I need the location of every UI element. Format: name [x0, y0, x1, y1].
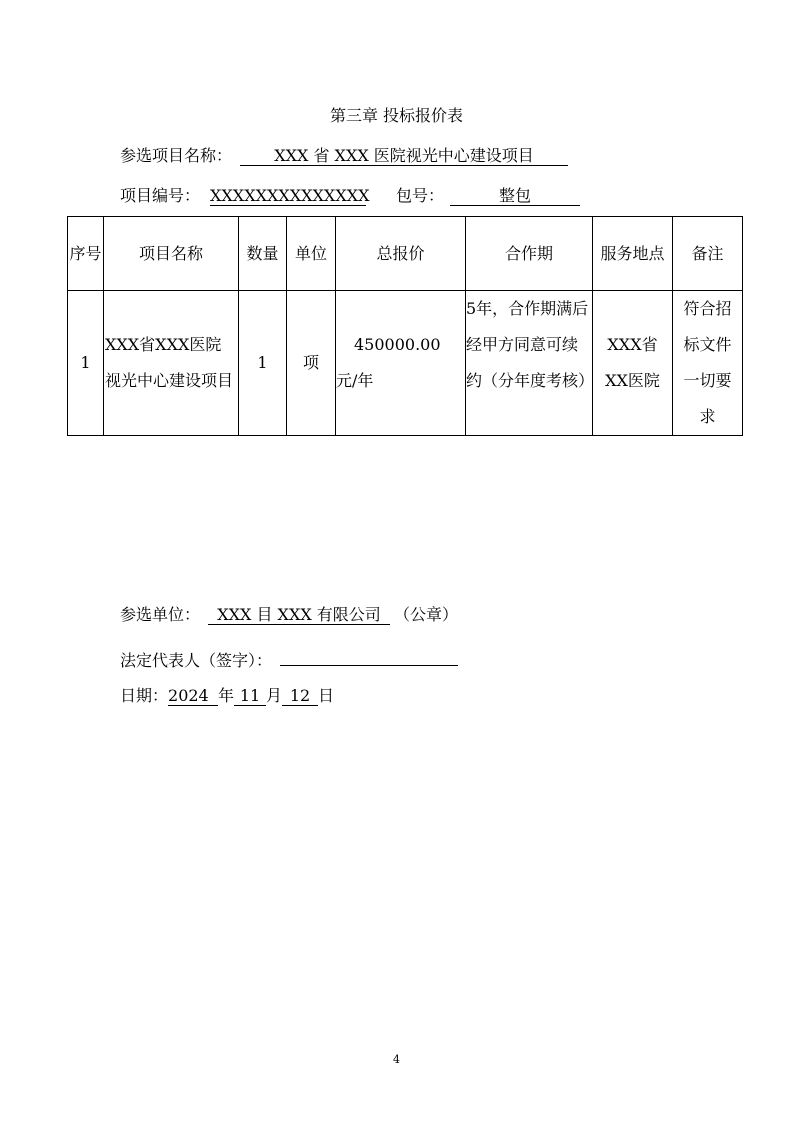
quote-table	[67, 216, 743, 436]
date-label: 日期：	[120, 686, 169, 705]
bidder-suffix: （公章）	[394, 605, 459, 624]
header-cell: 合作期	[466, 217, 593, 291]
project-no-label: 项目编号：	[120, 186, 201, 205]
table-row	[68, 291, 743, 436]
project-no-line	[120, 186, 580, 206]
project-name-value: XXX 省 XXX 医院视光中心建设项目	[240, 146, 568, 166]
header-cell: 项目名称	[104, 217, 239, 291]
signature-field	[280, 646, 458, 666]
date-month-unit: 月	[266, 686, 283, 705]
representative-label: 法定代表人（签字）：	[120, 651, 273, 670]
cell-project-name: XXX省XXX医院视光中心建设项目	[104, 291, 239, 436]
project-name-line	[120, 146, 568, 166]
package-label: 包号：	[396, 186, 445, 205]
cell-quantity: 1	[239, 291, 287, 436]
header-cell: 数量	[239, 217, 287, 291]
date-line	[120, 686, 334, 706]
package-value: 整包	[450, 186, 580, 206]
cell-period: 5年，合作期满后经甲方同意可续约（分年度考核）	[466, 291, 593, 436]
cell-unit: 项	[287, 291, 336, 436]
cell-location: XXX省XX医院	[593, 291, 673, 436]
header-cell: 总报价	[336, 217, 466, 291]
date-year-unit: 年	[218, 686, 235, 705]
date-day-unit: 日	[318, 686, 335, 705]
table-header-row	[68, 217, 743, 291]
cell-total-price: 450000.00 元/年	[336, 291, 466, 436]
date-year: 2024	[168, 686, 218, 706]
representative-line	[120, 646, 458, 671]
bidder-line	[120, 605, 458, 625]
project-no-value: XXXXXXXXXXXXXX	[210, 186, 370, 205]
bidder-value: XXX 目 XXX 有限公司	[208, 605, 390, 625]
page-number: 4	[393, 1053, 400, 1066]
cell-remark: 符合招标文件一切要求	[673, 291, 743, 436]
date-month: 11	[234, 686, 266, 706]
cell-index: 1	[68, 291, 104, 436]
header-cell: 服务地点	[593, 217, 673, 291]
header-cell: 备注	[673, 217, 743, 291]
bidder-label: 参选单位：	[120, 605, 201, 624]
project-name-label: 参选项目名称：	[120, 146, 233, 165]
date-day: 12	[282, 686, 318, 706]
header-cell: 序号	[68, 217, 104, 291]
header-cell: 单位	[287, 217, 336, 291]
page-title: 第三章 投标报价表	[329, 106, 464, 125]
